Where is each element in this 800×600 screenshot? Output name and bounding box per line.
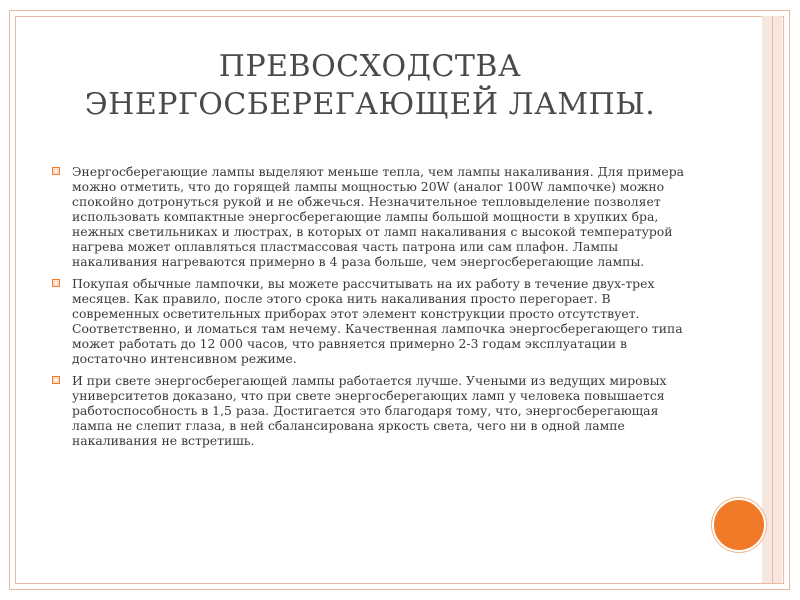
orange-circle-icon: [712, 498, 766, 552]
bullet-text-2: Покупая обычные лампочки, вы можете рассчитывать на их работу в течение двух-трех месяцев. Как правило, после этого срока нить накаливания просто перегорает. В современных осветительных приборах этот элемент конструкции просто отсутствует. Соответственно, и ломаться там нечему. Качественная лампочка энергосберегающего типа может работать до 12 000 часов, что равняется примерно 2-3 годам эксплуатации в достаточно интенсивном режиме.: [72, 276, 683, 366]
bullet-square-icon: [52, 376, 61, 385]
bullet-square-icon: [52, 167, 61, 176]
bullet-square-icon: [52, 279, 61, 288]
bullet-text-3: И при свете энергосберегающей лампы работается лучше. Учеными из ведущих мировых университетов доказано, что при свете энергосберегающих ламп у человека повышается работоспособность в 1,5 раза. Достигается это благодаря тому, что, энергосберегающая лампа не слепит глаза, в ней сбалансирована яркость света, чего ни в одной лампе накаливания не встретишь.: [72, 373, 667, 448]
bullet-list: [48, 164, 698, 455]
bullet-item-2: [48, 276, 698, 366]
slide-title: [60, 48, 680, 124]
bullet-item-3: [48, 373, 698, 448]
bullet-text-1: Энергосберегающие лампы выделяют меньше тепла, чем лампы накаливания. Для примера можно отметить, что до горящей лампы мощностью 20W (аналог 100W лампочке) можно спокойно дотронуться рукой и не обжечься. Незначительное тепловыделение позволяет использовать компактные энергосберегающие лампы большой мощности в хрупких бра, нежных светильниках и люстрах, в которых от ламп накаливания с высокой температурой нагрева может оплавляться пластмассовая часть патрона или сам плафон. Лампы накаливания нагреваются примерно в 4 раза больше, чем энергосберегающие лампы.: [72, 164, 685, 269]
title-line-2: ЭНЕРГОСБЕРЕГАЮЩЕЙ ЛАМПЫ.: [84, 87, 656, 122]
right-side-bar-line: [772, 16, 773, 583]
bullet-item-1: [48, 164, 698, 269]
title-line-1: ПРЕВОСХОДСТВА: [218, 49, 522, 84]
